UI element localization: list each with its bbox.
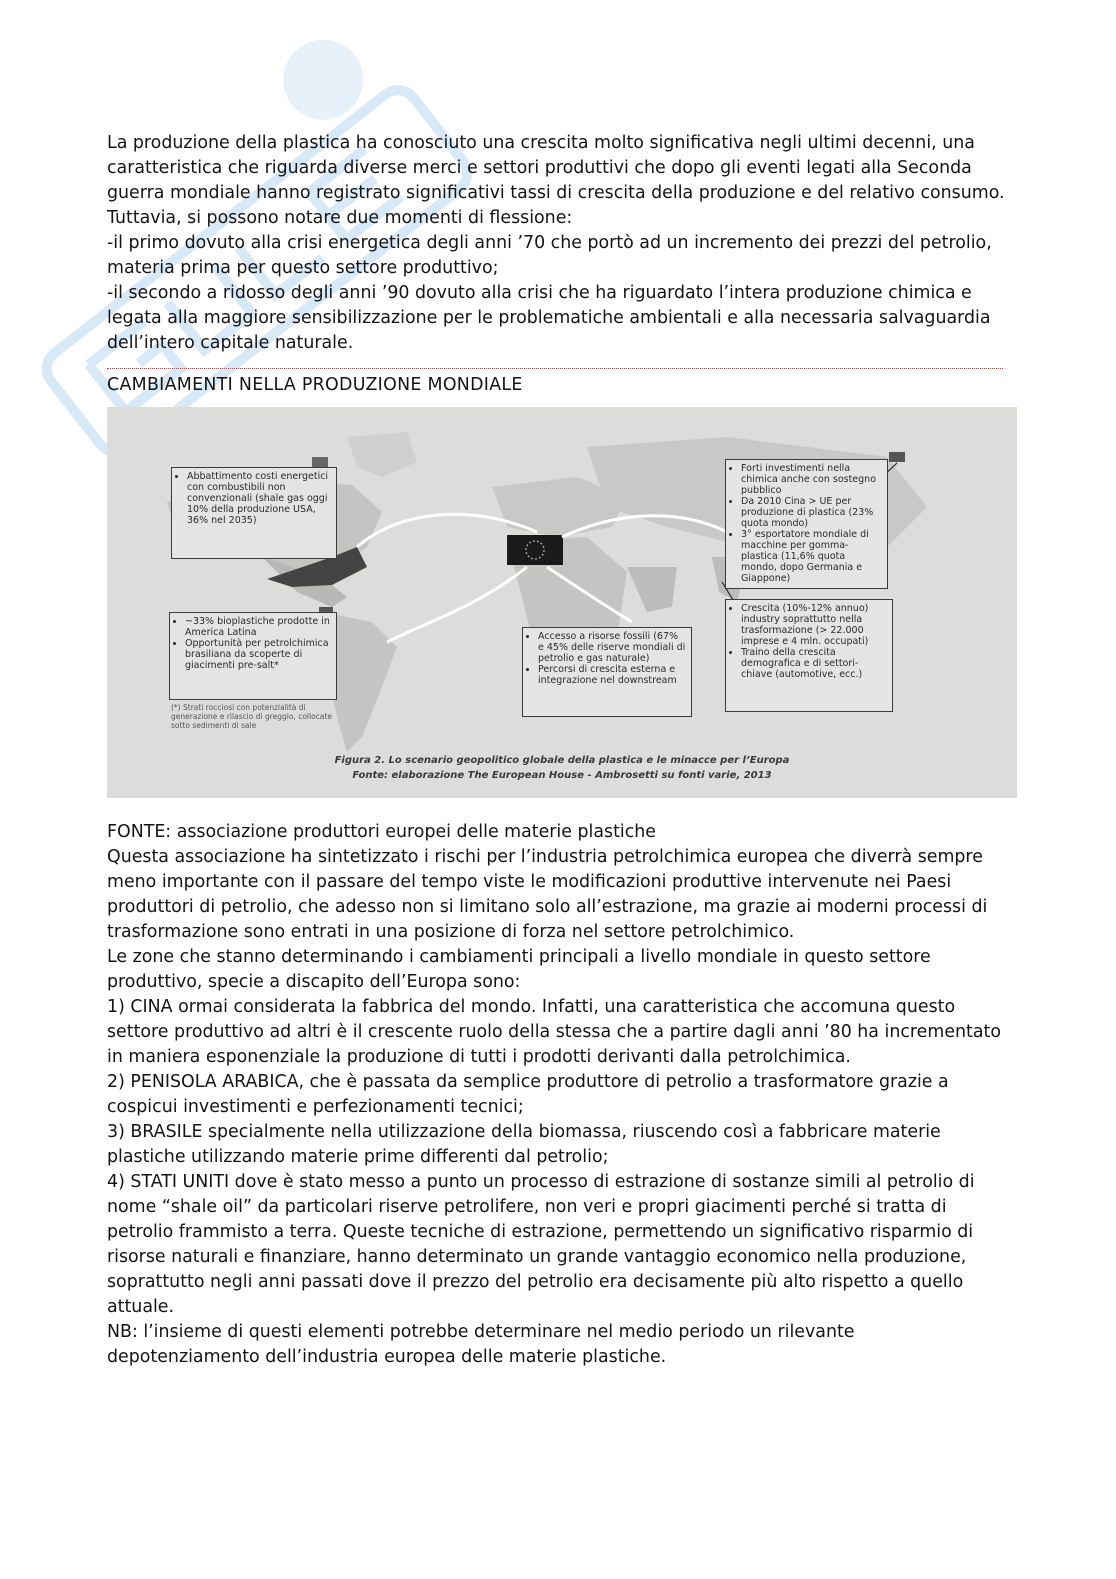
zones-intro: Le zone che stanno determinando i cambiamenti principali a livello mondiale in questo settore produttivo, specie a discapito dell’Europa sono:: [107, 947, 931, 992]
association-paragraph: Questa associazione ha sintetizzato i rischi per l’industria petrolchimica europea che diverrà sempre meno importante con il passare del tempo viste le modificazioni produttive intervenute nei Paesi produttori di petrolio, che adesso non si limitano solo all’estrazione, ma grazie ai moderni processi di trasformazione sono entrati in una posizione di forza nel settore petrolchimico.: [107, 847, 988, 942]
section-heading: CAMBIAMENTI NELLA PRODUZIONE MONDIALE: [107, 375, 523, 395]
china-box-item: • Da 2010 Cina > UE per produzione di plastica (23% quota mondo): [741, 496, 882, 529]
usa-box: [171, 467, 337, 559]
zone-brazil: 3) BRASILE specialmente nella utilizzazione della biomassa, riuscendo così a fabbricare materie plastiche utilizzando materie prime differenti dal petrolio;: [107, 1122, 941, 1167]
mideast-box-item: • Accesso a risorse fossili (67% e 45% delle riserve mondiali di petrolio e gas naturale): [538, 631, 686, 664]
nb-paragraph: NB: l’insieme di questi elementi potrebbe determinare nel medio periodo un rilevante depotenziamento dell’industria europea delle materie plastiche.: [107, 1322, 855, 1367]
usa-box-item: • Abbattimento costi energetici con combustibili non convenzionali (shale gas oggi 10% della produzione USA, 36% nel 2035): [187, 471, 331, 526]
figure-footnote: (*) Strati rocciosi con potenzialità di generazione e rilascio di greggio, collocate sotto sedimenti di sale: [171, 703, 332, 730]
middle-east-box: [522, 627, 692, 717]
zone-china: 1) CINA ormai considerata la fabbrica del mondo. Infatti, una caratteristica che accomuna questo settore produttivo ad altri è il crescente ruolo della stessa che a partire dagli anni ’80 ha incrementato in maniera esponenziale la produzione di tutti i prodotti derivanti dalla petrolchimica.: [107, 997, 1001, 1067]
india-box: [725, 599, 893, 712]
flex-intro-line: Tuttavia, si possono notare due momenti di flessione:: [107, 208, 573, 228]
intro-paragraph: La produzione della plastica ha conosciuto una crescita molto significativa negli ultimi decenni, una caratteristica che riguarda diverse merci e settori produttivi che dopo gli eventi legati alla Seconda guerra mondiale hanno registrato significativi tassi di crescita della produzione e del relativo consumo.: [107, 133, 1005, 203]
china-box: [725, 459, 888, 589]
section-divider: [107, 368, 1003, 369]
figure-caption-source: Fonte: elaborazione The European House - Ambrosetti su fonti varie, 2013: [352, 770, 772, 781]
first-flex-item: -il primo dovuto alla crisi energetica degli anni ’70 che portò ad un incremento dei prezzi del petrolio, materia prima per questo settore produttivo;: [107, 233, 992, 278]
world-map-figure: [107, 407, 1017, 798]
latin-america-box: [169, 612, 337, 700]
zone-arabia: 2) PENISOLA ARABICA, che è passata da semplice produttore di petrolio a trasformatore grazie a cospicui investimenti e perfezionamenti tecnici;: [107, 1072, 949, 1117]
figure-caption-title: Figura 2. Lo scenario geopolitico globale della plastica e le minacce per l’Europa: [334, 755, 790, 766]
second-flex-item: -il secondo a ridosso degli anni ’90 dovuto alla crisi che ha riguardato l’intera produzione chimica e legata alla maggiore sensibilizzazione per le problematiche ambientali e alla necessaria salvaguardia dell’intero capitale naturale.: [107, 283, 991, 353]
latam-box-item: • Opportunità per petrolchimica brasiliana da scoperte di giacimenti pre-salt*: [185, 638, 331, 671]
china-box-item: • Forti investimenti nella chimica anche con sostegno pubblico: [741, 463, 882, 496]
india-box-item: • Crescita (10%-12% annuo) industry soprattutto nella trasformazione (> 22.000 imprese e 4 mln. occupati): [741, 603, 887, 647]
china-box-item: • 3° esportatore mondiale di macchine per gomma-plastica (11,6% quota mondo, dopo Germania e Giappone): [741, 529, 882, 584]
india-box-item: • Traino della crescita demografica e di settori-chiave (automotive, ecc.): [741, 647, 887, 680]
zone-usa: 4) STATI UNITI dove è stato messo a punto un processo di estrazione di sostanze simili al petrolio di nome “shale oil” da particolari riserve petrolifere, non veri e propri giacimenti perché si tratta di petrolio frammisto a terra. Queste tecniche di estrazione, permettendo un significativo risparmio di risorse naturali e finanziare, hanno determinato un grande vantaggio economico nella produzione, soprattutto negli anni passati dove il prezzo del petrolio era decisamente più alto rispetto a quello attuale.: [107, 1172, 975, 1317]
latam-box-item: • ~33% bioplastiche prodotte in America Latina: [185, 616, 331, 638]
source-line: FONTE: associazione produttori europei delle materie plastiche: [107, 822, 657, 842]
mideast-box-item: • Percorsi di crescita esterna e integrazione nel downstream: [538, 664, 686, 686]
